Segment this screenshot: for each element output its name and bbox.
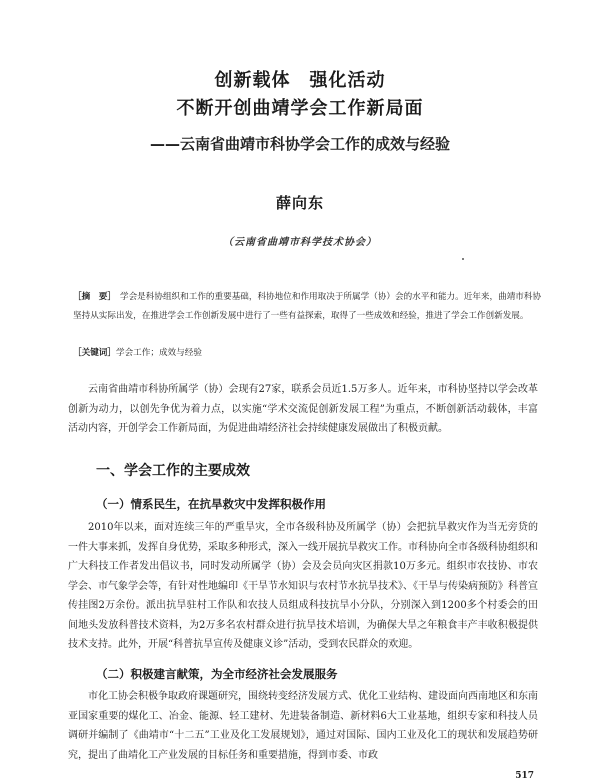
intro-paragraph: 云南省曲靖市科协所属学（协）会现有27家，联系会员近1.5万多人。近年来，市科协坚持以学会改革创新为动力，以创先争优为着力点，以实施“学术交流促创新发展工程”为重点，不断创新活动载体，丰富活动内容，开创学会工作新局面，为促进曲靖经济社会持续健康发展做出了积极贡献。 bbox=[68, 384, 538, 434]
abstract-label: ［摘 要］ bbox=[73, 292, 116, 302]
article-title-line1: 创新载体 强化活动 bbox=[214, 70, 386, 91]
article-title-line2: 不断开创曲靖学会工作新局面 bbox=[176, 98, 424, 119]
keywords-text: 学会工作；成效与经验 bbox=[115, 348, 202, 358]
speck-mark bbox=[462, 258, 464, 260]
page-number: 517 bbox=[515, 771, 534, 781]
subsection-2-paragraph: 市化工协会积极争取政府课题研究，围绕转变经济发展方式、优化工业结构、建设面向西南地区和东南亚国家重要的煤化工、冶金、能源、轻工建材、先进装备制造、新材料6大工业基地，组织专家和科技人员调研并编制了《曲靖市“十二五”工业及化工发展规划》，通过对国际、国内工业及化工的现状和发展趋势研究，提出了曲靖化工产业发展的目标任务和重要措施，得到市委、市政 bbox=[68, 691, 538, 761]
section-heading: 一、学会工作的主要成效 bbox=[96, 463, 250, 479]
keywords-label: ［关键词］ bbox=[73, 348, 116, 358]
keywords-block bbox=[73, 346, 202, 358]
abstract-block bbox=[73, 288, 543, 326]
author-name: 薛向东 bbox=[275, 194, 324, 212]
abstract-text: 学会是科协组织和工作的重要基础，科协地位和作用取决于所属学（协）会的水平和能力。近年来，曲靖市科协坚持从实际出发，在推进学会工作创新发展中进行了一些有益探索，取得了一些成效和经验，推进了学会工作创新发展。 bbox=[73, 292, 542, 321]
subsection-heading-2: （二）积极建言献策，为全市经济社会发展服务 bbox=[96, 667, 338, 681]
subsection-heading-1: （一）情系民生，在抗旱救灾中发挥积极作用 bbox=[96, 497, 326, 511]
author-affiliation: （云南省曲靖市科学技术协会） bbox=[223, 237, 377, 248]
article-subtitle: ——云南省曲靖市科协学会工作的成效与经验 bbox=[149, 135, 450, 153]
subsection-1-paragraph: 2010年以来，面对连续三年的严重旱灾，全市各级科协及所属学（协）会把抗旱救灾作为当无旁贷的一件大事来抓，发挥自身优势，采取多种形式，深入一线开展抗旱救灾工作。市科协向全市各级科协组织和广大科技工作者发出倡议书，同时发动所属学（协）会及会员向灾区捐款10万多元。组织市农技协、市农学会、市气象学会等，有针对性地编印《干旱节水知识与农村节水抗旱技术》、《干旱与传染病预防》科普宣传挂图2万余份。派出抗旱驻村工作队和农技人员组成科技抗旱小分队，分别深入到1200多个村委会的田间地头发放科普技术资料，为2万多名农村群众进行抗旱技术培训，为确保大旱之年粮食丰产丰收积极提供技术支持。此外，开展“科普抗旱宣传及健康义诊”活动，受到农民群众的欢迎。 bbox=[68, 522, 538, 650]
